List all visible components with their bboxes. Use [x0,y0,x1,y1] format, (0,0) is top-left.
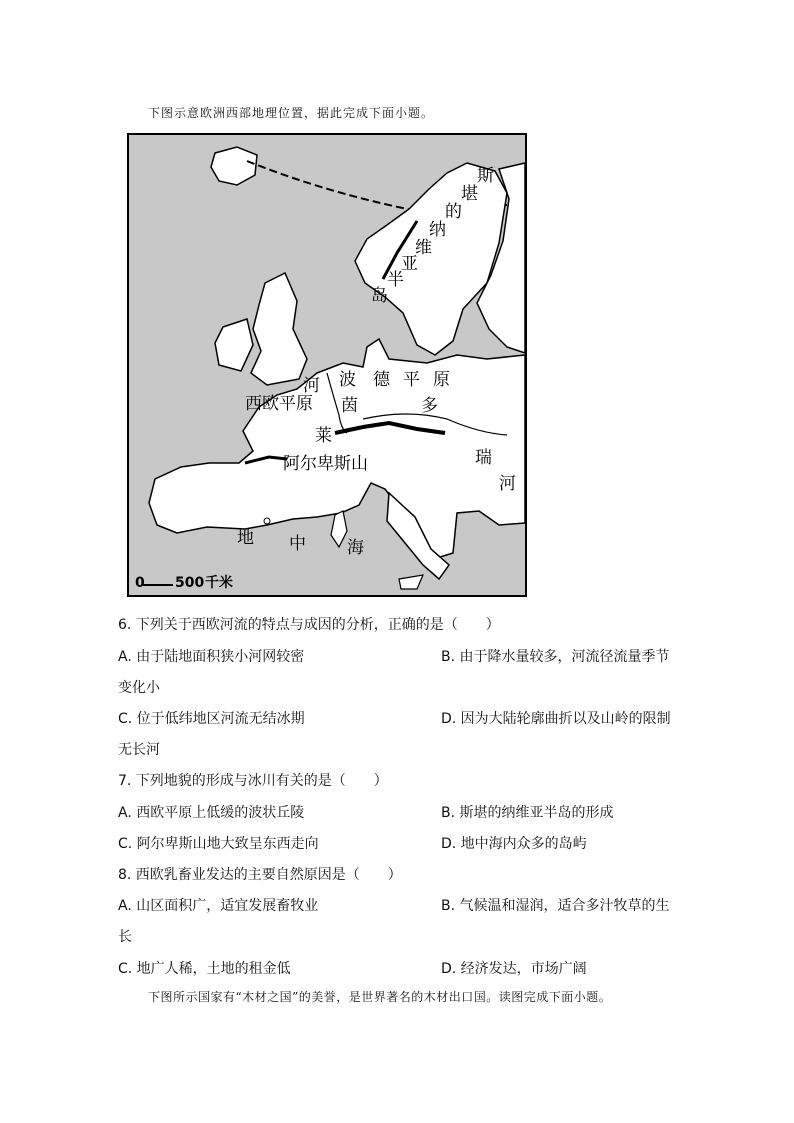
option-a: A. 山区面积广，适宜发展畜牧业 [118,898,319,914]
map-label: 岛 [371,286,388,306]
scale-distance: 500 [175,575,205,591]
map-label: 半 [387,270,404,290]
map-label: 纳 [429,220,446,240]
map-label: 原 [433,370,450,390]
option-b: B. 由于降水量较多，河流径流量季节 [441,649,670,665]
scale-zero: 0 [135,575,145,591]
option-a: A. 西欧平原上低缓的波状丘陵 [118,805,305,821]
question-stem: 6. 下列关于西欧河流的特点与成因的分析，正确的是（ ） [118,617,500,633]
map-label: 亚 [401,254,418,274]
map-label: 多 [421,396,438,416]
option-d-continued: 无长河 [118,742,160,758]
map-label: 斯 [477,166,494,186]
map-label: 海 [347,538,364,558]
option-b: B. 斯堪的纳维亚半岛的形成 [441,805,614,821]
option-d: D. 因为大陆轮廓曲折以及山岭的限制 [441,711,671,727]
option-b-continued: 变化小 [118,680,160,696]
map-label: 西欧平原 [245,394,313,414]
scale-unit: 千米 [205,575,233,591]
western-europe-map [127,133,527,597]
map-label: 波 [339,370,356,390]
map-label: 地 [237,528,254,548]
map-label: 中 [289,534,306,554]
map-label: 瑞 [475,448,492,468]
next-section-intro: 下图所示国家有“木材之国”的美誉，是世界著名的木材出口国。读图完成下面小题。 [148,990,612,1004]
option-c: C. 地广人稀，土地的租金低 [118,961,291,977]
map-label: 维 [415,238,432,258]
option-b: B. 气候温和湿润，适合多汁牧草的生 [441,898,670,914]
map-label: 的 [445,202,462,222]
option-a: A. 由于陆地面积狭小河网较密 [118,649,305,665]
option-c: C. 阿尔卑斯山地大致呈东西走向 [118,836,319,852]
question-stem: 7. 下列地貌的形成与冰川有关的是（ ） [118,773,388,789]
map-label: 德 [373,370,390,390]
map-label: 莱 [315,426,332,446]
question-stem: 8. 西欧乳畜业发达的主要自然原因是（ ） [118,867,402,883]
map-label: 阿尔卑斯山 [283,454,368,474]
map-label: 河 [499,474,516,494]
map-label: 平 [403,370,420,390]
map-label: 堪 [461,184,478,204]
map-label: 河 [303,376,320,396]
option-d: D. 经济发达，市场广阔 [441,961,587,977]
map-label: 茵 [341,396,358,416]
option-c: C. 位于低纬地区河流无结冰期 [118,711,305,727]
intro-text: 下图示意欧洲西部地理位置，据此完成下面小题。 [148,106,435,120]
option-b-continued: 长 [118,929,132,945]
option-d: D. 地中海内众多的岛屿 [441,836,587,852]
